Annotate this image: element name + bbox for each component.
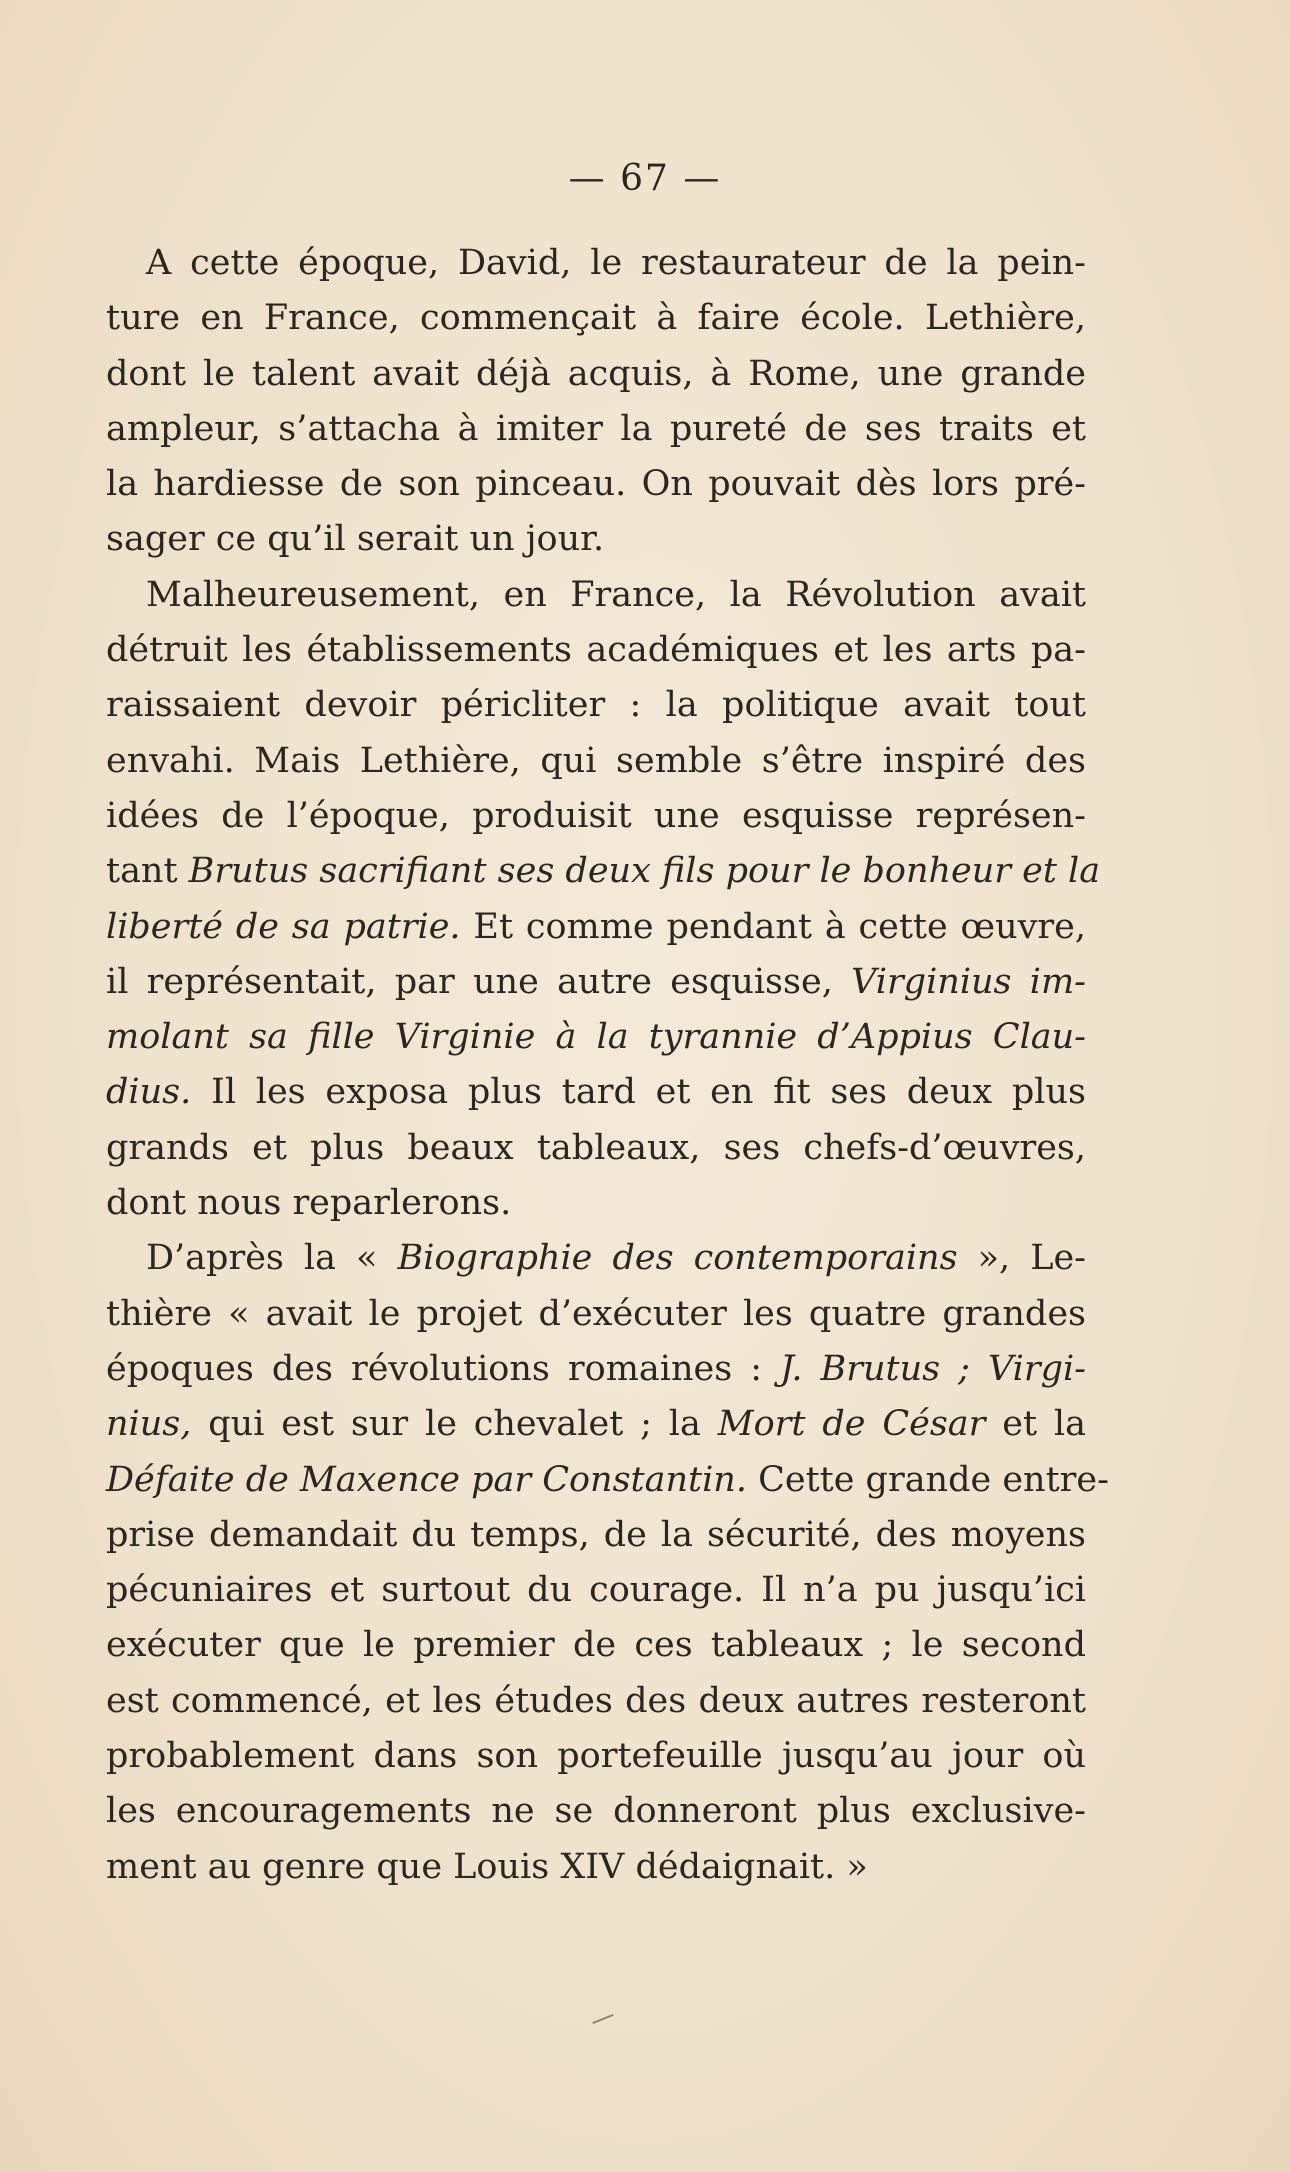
text-segment: A cette époque, David, le restaurateur de la pein- [146, 243, 1086, 283]
text-segment: Cette grande entre- [746, 1459, 1109, 1500]
text-line [106, 1121, 1086, 1176]
text-line [106, 236, 1086, 291]
text-segment: pécuniaires et surtout du courage. Il n’a pu jusqu’ici [106, 1570, 1086, 1611]
text-line [106, 568, 1086, 623]
text-line [106, 1397, 1086, 1452]
text-segment: et la [985, 1404, 1086, 1445]
text-segment: exécuter que le premier de ces tableaux ; le second [106, 1625, 1086, 1666]
italic-title: Mort de César [717, 1404, 986, 1445]
italic-title: molant sa fille Virginie à la tyrannie d’Appius Clau- [106, 1017, 1086, 1058]
text-line [106, 623, 1086, 678]
text-line [106, 1784, 1086, 1839]
italic-title: dius. [106, 1072, 192, 1113]
text-segment: grands et plus beaux tableaux, ses chefs-d’œuvres, [106, 1127, 1086, 1168]
text-line [106, 347, 1086, 402]
text-segment: thière « avait le projet d’exécuter les quatre grandes [106, 1293, 1086, 1334]
text-segment: Malheureusement, en France, la Révolution avait [146, 574, 1086, 615]
body-text [106, 236, 1109, 1895]
text-line [106, 457, 1086, 512]
text-segment: détruit les établissements académiques et les arts pa- [106, 630, 1086, 671]
text-line [106, 1065, 1086, 1120]
italic-title: Biographie des contemporains [397, 1238, 958, 1279]
text-line [106, 1176, 1086, 1231]
text-segment: est commencé, et les études des deux autres resteront [106, 1680, 1086, 1721]
text-segment: les encouragements ne se donneront plus exclusive- [106, 1791, 1086, 1832]
italic-title: J. Brutus ; Virgi- [780, 1348, 1086, 1389]
italic-title: nius, [106, 1404, 192, 1445]
text-line [106, 1010, 1086, 1065]
text-line [106, 1563, 1086, 1618]
text-line [106, 789, 1086, 844]
text-line [106, 1674, 1086, 1729]
italic-title: Défaite de Maxence par Constantin. [106, 1459, 747, 1500]
text-line [106, 1840, 1086, 1895]
text-segment: époques des révolutions romaines : [106, 1348, 781, 1389]
text-segment: la hardiesse de son pinceau. On pouvait dès lors pré- [106, 464, 1086, 505]
ink-speck [592, 2014, 613, 2024]
page-number: — 67 — [568, 158, 722, 199]
text-line [106, 402, 1086, 457]
text-segment: sager ce qu’il serait un jour. [106, 519, 605, 560]
italic-title: liberté de sa patrie. [106, 906, 461, 947]
text-line [106, 1508, 1086, 1563]
italic-title: Virginius im- [851, 961, 1086, 1002]
text-segment: il représentait, par une autre esquisse, [106, 961, 852, 1002]
text-segment: raissaient devoir péricliter : la politique avait tout [106, 685, 1086, 726]
text-line [106, 678, 1086, 733]
text-line [106, 900, 1086, 955]
text-segment: », Le- [957, 1238, 1087, 1279]
italic-title: Brutus sacrifiant ses deux fils pour le bonheur et la [188, 851, 1101, 892]
text-line [106, 1231, 1086, 1286]
text-segment: ment au genre que Louis XIV dédaignait. » [106, 1846, 868, 1887]
text-segment: dont le talent avait déjà acquis, à Rome, une grande [106, 353, 1086, 394]
text-line [106, 734, 1086, 789]
text-segment: ampleur, s’attacha à imiter la pureté de ses traits et [106, 408, 1086, 449]
text-line [106, 955, 1086, 1010]
text-line [106, 1287, 1086, 1342]
text-segment: prise demandait du temps, de la sécurité, des moyens [106, 1514, 1086, 1555]
text-line [106, 1618, 1086, 1673]
text-segment: Il les exposa plus tard et en fit ses deux plus [191, 1072, 1086, 1113]
text-segment: probablement dans son portefeuille jusqu’au jour où [106, 1736, 1086, 1777]
text-line [106, 512, 1086, 567]
text-segment: envahi. Mais Lethière, qui semble s’être inspiré des [106, 740, 1086, 781]
text-line [106, 844, 1101, 899]
text-line [106, 1453, 1109, 1508]
text-segment: tant [106, 851, 189, 892]
text-line [106, 291, 1086, 346]
text-segment: qui est sur le chevalet ; la [191, 1404, 718, 1445]
text-segment: idées de l’époque, produisit une esquisse représen- [106, 795, 1086, 836]
text-segment: D’après la « [146, 1238, 398, 1279]
text-line [106, 1729, 1086, 1784]
text-segment: dont nous reparlerons. [106, 1183, 512, 1224]
text-segment: Et comme pendant à cette œuvre, [460, 906, 1086, 947]
text-line [106, 1342, 1086, 1397]
text-segment: ture en France, commençait à faire école. Lethière, [106, 298, 1086, 339]
